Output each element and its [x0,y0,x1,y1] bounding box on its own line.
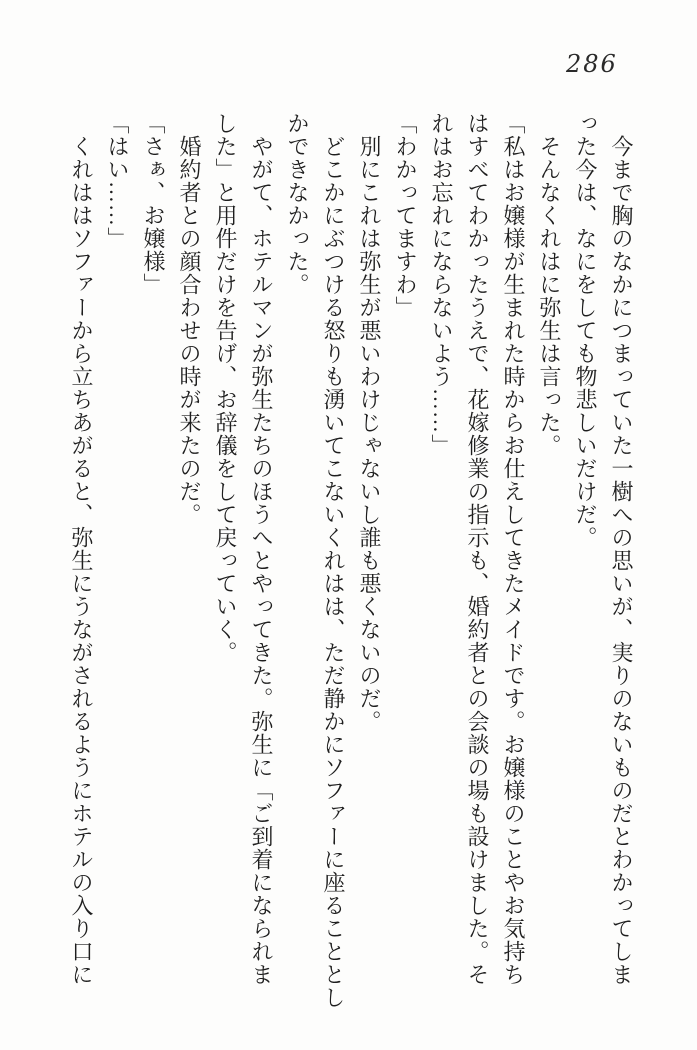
text-line: れはお忘れにならないよう……」 [429,112,454,457]
vertical-text-block [63,112,639,1012]
text-line: 婚約者との顔合わせの時が来たのだ。 [177,112,202,526]
text-line: 「さぁ、お嬢様」 [141,112,166,296]
text-line: やがて、ホテルマンが弥生たちのほうへとやってきた。弥生に「ご到着になられま [249,112,274,986]
text-line: った今は、なにをしても物悲しいだけだ。 [573,112,598,549]
text-line: 「私はお嬢様が生まれた時からお仕えしてきたメイドです。お嬢様のことやお気持ち [501,112,526,986]
text-line: くれははソファーから立ちあがると、弥生にうながされるようにホテルの入り口に [69,112,94,986]
text-line: 「わかってますわ」 [393,112,418,319]
text-line: 今まで胸のなかにつまっていた一樹への思いが、実りのないものだとわかってしま [609,112,634,986]
text-line: かできなかった。 [285,112,310,296]
text-line: そんなくれはに弥生は言った。 [537,112,562,457]
text-line: 「はい……」 [105,112,130,250]
text-line: どこかにぶつける怒りも湧いてこないくれはは、ただ静かにソファーに座ることとし [321,112,346,1009]
text-line: はすべてわかったうえで、花嫁修業の指示も、婚約者との会談の場も設けました。そ [465,112,490,986]
text-line: した」と用件だけを告げ、お辞儀をして戻っていく。 [213,112,238,664]
page-number: 286 [566,50,618,78]
text-line: 別にこれは弥生が悪いわけじゃないし誰も悪くないのだ。 [357,112,382,733]
